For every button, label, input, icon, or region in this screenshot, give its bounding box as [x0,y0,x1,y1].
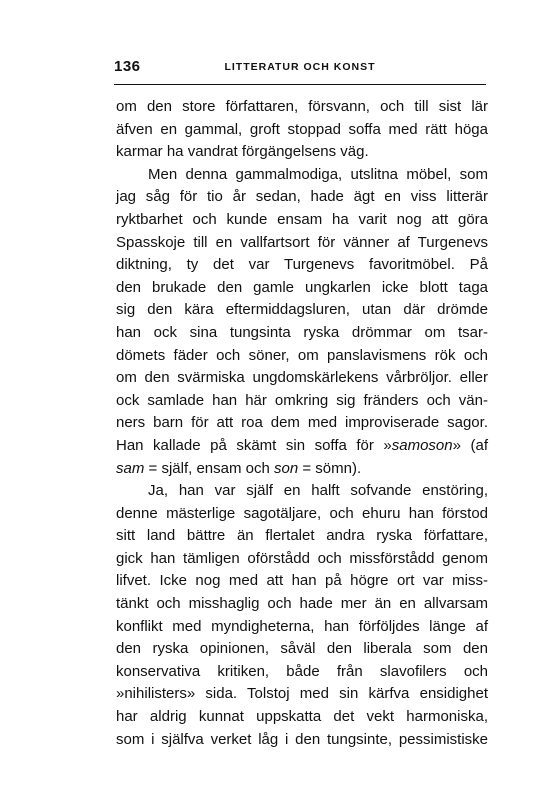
body-text [116,96,488,751]
text-line: sig den kära eftermiddagsluren, utan där drömde [116,301,488,319]
text-line: den brukade den gamle ungkarlen icke blott taga [116,278,488,296]
text-line: Spasskoje till en vallfartsort för vänner af Turgenevs [116,233,488,251]
text-line: konservativa kritiken, både från slavofilers och [116,662,488,680]
text-line: har aldrig kunnat uppskatta det vekt harmoniska, [116,708,488,726]
text-line: den ryska opinionen, såväl den liberala som den [116,640,488,658]
text-line: ryktbarhet och kunde ensam ha varit nog att göra [116,210,488,228]
text-line [116,435,488,458]
text-line: »nihilisters» sida. Tolstoj med sin kärfva ensidighet [116,685,488,703]
text-line [116,458,488,481]
italic-word-sam: sam [116,459,145,477]
italic-word-son: son [274,459,299,477]
page-number: 136 [114,58,141,75]
text-line: denne mästerlige sagotäljare, och ehuru han förstod [116,504,488,522]
running-title: LITTERATUR OCH KONST [224,61,376,73]
text-line: sitt land bättre än flertalet andra ryska författare, [116,527,488,545]
text-line: Ja, han var själf en halft sofvande enstöring, [148,482,488,500]
text-segment: Han kallade på skämt sin soffa för » [116,436,392,454]
text-line: karmar ha vandrat förgängelsens väg. [116,143,369,161]
text-line: ners barn för att roa dem med improviserade sagor. [116,414,488,432]
text-line: han ock sina tungsinta ryska drömmar om tsar- [116,323,488,341]
text-segment: » (af [452,436,489,454]
text-line: ock samlade han här omkring sig fränders och vän- [116,391,488,409]
text-line: dömets fäder och söner, om panslavismens rök och [116,346,488,364]
text-segment: = själf, ensam och [144,459,274,477]
text-line: jag såg för tio år sedan, hade ägt en viss litterär [116,188,488,206]
text-segment: = sömn). [298,459,362,477]
running-head [114,58,486,78]
text-line: Men denna gammalmodiga, utslitna möbel, som [148,165,488,183]
text-line: om den store författaren, försvann, och till sist lär [116,98,488,115]
text-line: äfven en gammal, groft stoppad soffa med rätt höga [116,120,488,138]
header-rule [114,84,486,85]
text-line: gick han tämligen oförstådd och missförstådd genom [116,549,488,567]
text-line: om den svärmiska ungdomskärlekens vårbröljor. eller [116,369,488,387]
italic-word-samoson: samoson [391,436,453,454]
text-line: tänkt och misshaglig och hade mer än en allvarsam [116,595,488,613]
text-line: konflikt med myndigheterna, han förföljdes länge af [116,617,488,635]
text-line: lifvet. Icke nog med att han på högre ort var miss- [116,572,488,590]
text-line: diktning, ty det var Turgenevs favoritmöbel. På [116,256,488,274]
text-line: som i själfva verket låg i den tungsinte, pessimistiske [116,730,488,748]
